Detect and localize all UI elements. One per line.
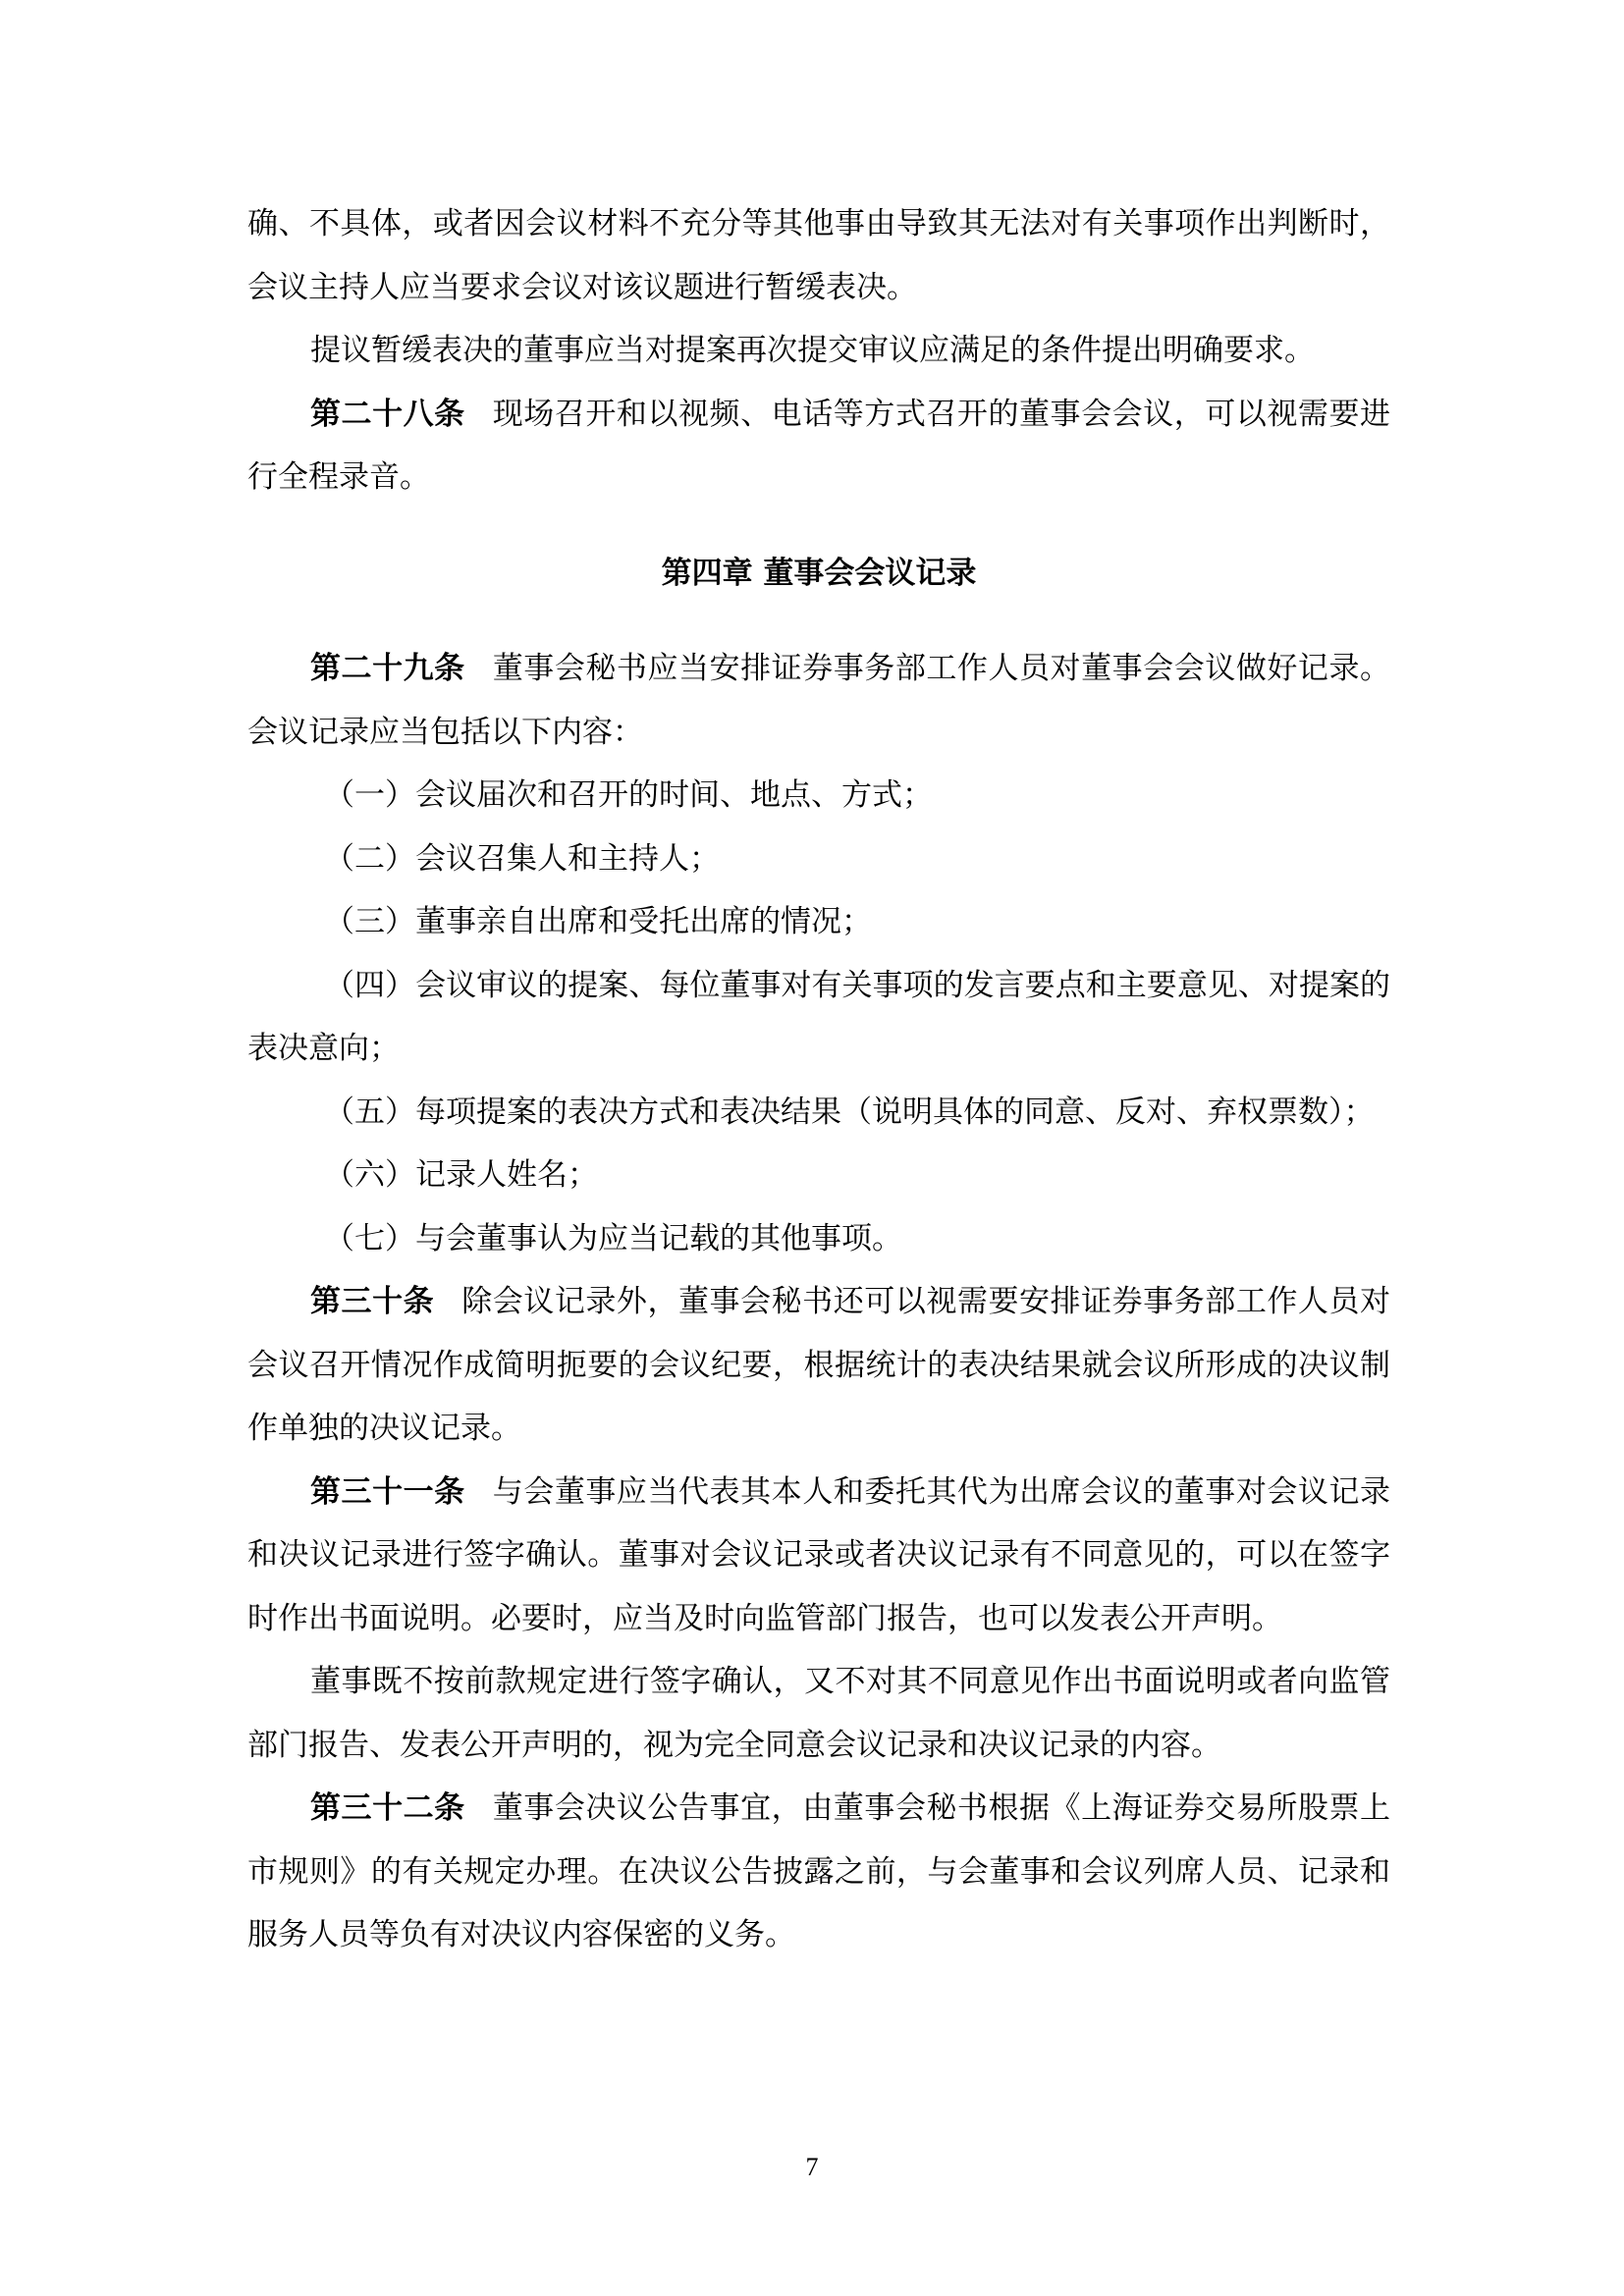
article-29-label: 第二十九条 <box>310 651 465 686</box>
article-31 <box>247 1461 1390 1651</box>
list-item: （七）与会董事认为应当记载的其他事项。 <box>324 1220 902 1256</box>
article-28-label: 第二十八条 <box>310 396 465 432</box>
list-item: （五）每项提案的表决方式和表决结果（说明具体的同意、反对、弃权票数）； <box>324 1094 1375 1130</box>
article-30-text: 除会议记录外，董事会秘书还可以视需要安排证券事务部工作人员对会议召开情况作成简明扼要的会议纪要，根据统计的表决结果就会议所形成的决议制作单独的决议记录。 <box>247 1284 1391 1446</box>
article-32-label: 第三十二条 <box>310 1790 465 1826</box>
list-item: （三）董事亲自出席和受托出席的情况； <box>324 904 872 939</box>
article-30 <box>247 1270 1390 1461</box>
list-item: （四）会议审议的提案、每位董事对有关事项的发言要点和主要意见、对提案的表决意向； <box>247 967 1390 1066</box>
article-29-text: 董事会秘书应当安排证券事务部工作人员对董事会会议做好记录。会议记录应当包括以下内容： <box>247 651 1391 750</box>
list-item: （一）会议届次和召开的时间、地点、方式； <box>324 777 933 813</box>
article-32-text: 董事会决议公告事宜，由董事会秘书根据《上海证券交易所股票上市规则》的有关规定办理。在决议公告披露之前，与会董事和会议列席人员、记录和服务人员等负有对决议内容保密的义务。 <box>247 1790 1391 1952</box>
list-item: （二）会议召集人和主持人； <box>324 840 720 877</box>
paragraph-after-article-31: 董事既不按前款规定进行签字确认，又不对其不同意见作出书面说明或者向监管部门报告、发表公开声明的，视为完全同意会议记录和决议记录的内容。 <box>247 1664 1390 1763</box>
paragraph-deferral-requirement: 提议暂缓表决的董事应当对提案再次提交审议应满足的条件提出明确要求。 <box>310 333 1315 368</box>
paragraph-continued: 确、不具体，或者因会议材料不充分等其他事由导致其无法对有关事项作出判断时，会议主持人应当要求会议对该议题进行暂缓表决。 <box>247 206 1390 305</box>
article-31-label: 第三十一条 <box>310 1473 465 1510</box>
article-31-text: 与会董事应当代表其本人和委托其代为出席会议的董事对会议记录和决议记录进行签字确认。董事对会议记录或者决议记录有不同意见的，可以在签字时作出书面说明。必要时，应当及时向监管部门报告，也可以发表公开声明。 <box>247 1473 1391 1636</box>
chapter-title: 第四章 董事会会议记录 <box>661 555 977 591</box>
page-body <box>247 192 1390 1967</box>
article-32 <box>247 1777 1390 1967</box>
article-30-label: 第三十条 <box>310 1284 435 1319</box>
page-number: 7 <box>805 2153 819 2181</box>
article-29 <box>247 637 1390 764</box>
list-item: （六）记录人姓名； <box>324 1157 598 1193</box>
article-28-text: 现场召开和以视频、电话等方式召开的董事会会议，可以视需要进行全程录音。 <box>247 396 1391 495</box>
article-28 <box>247 383 1390 509</box>
